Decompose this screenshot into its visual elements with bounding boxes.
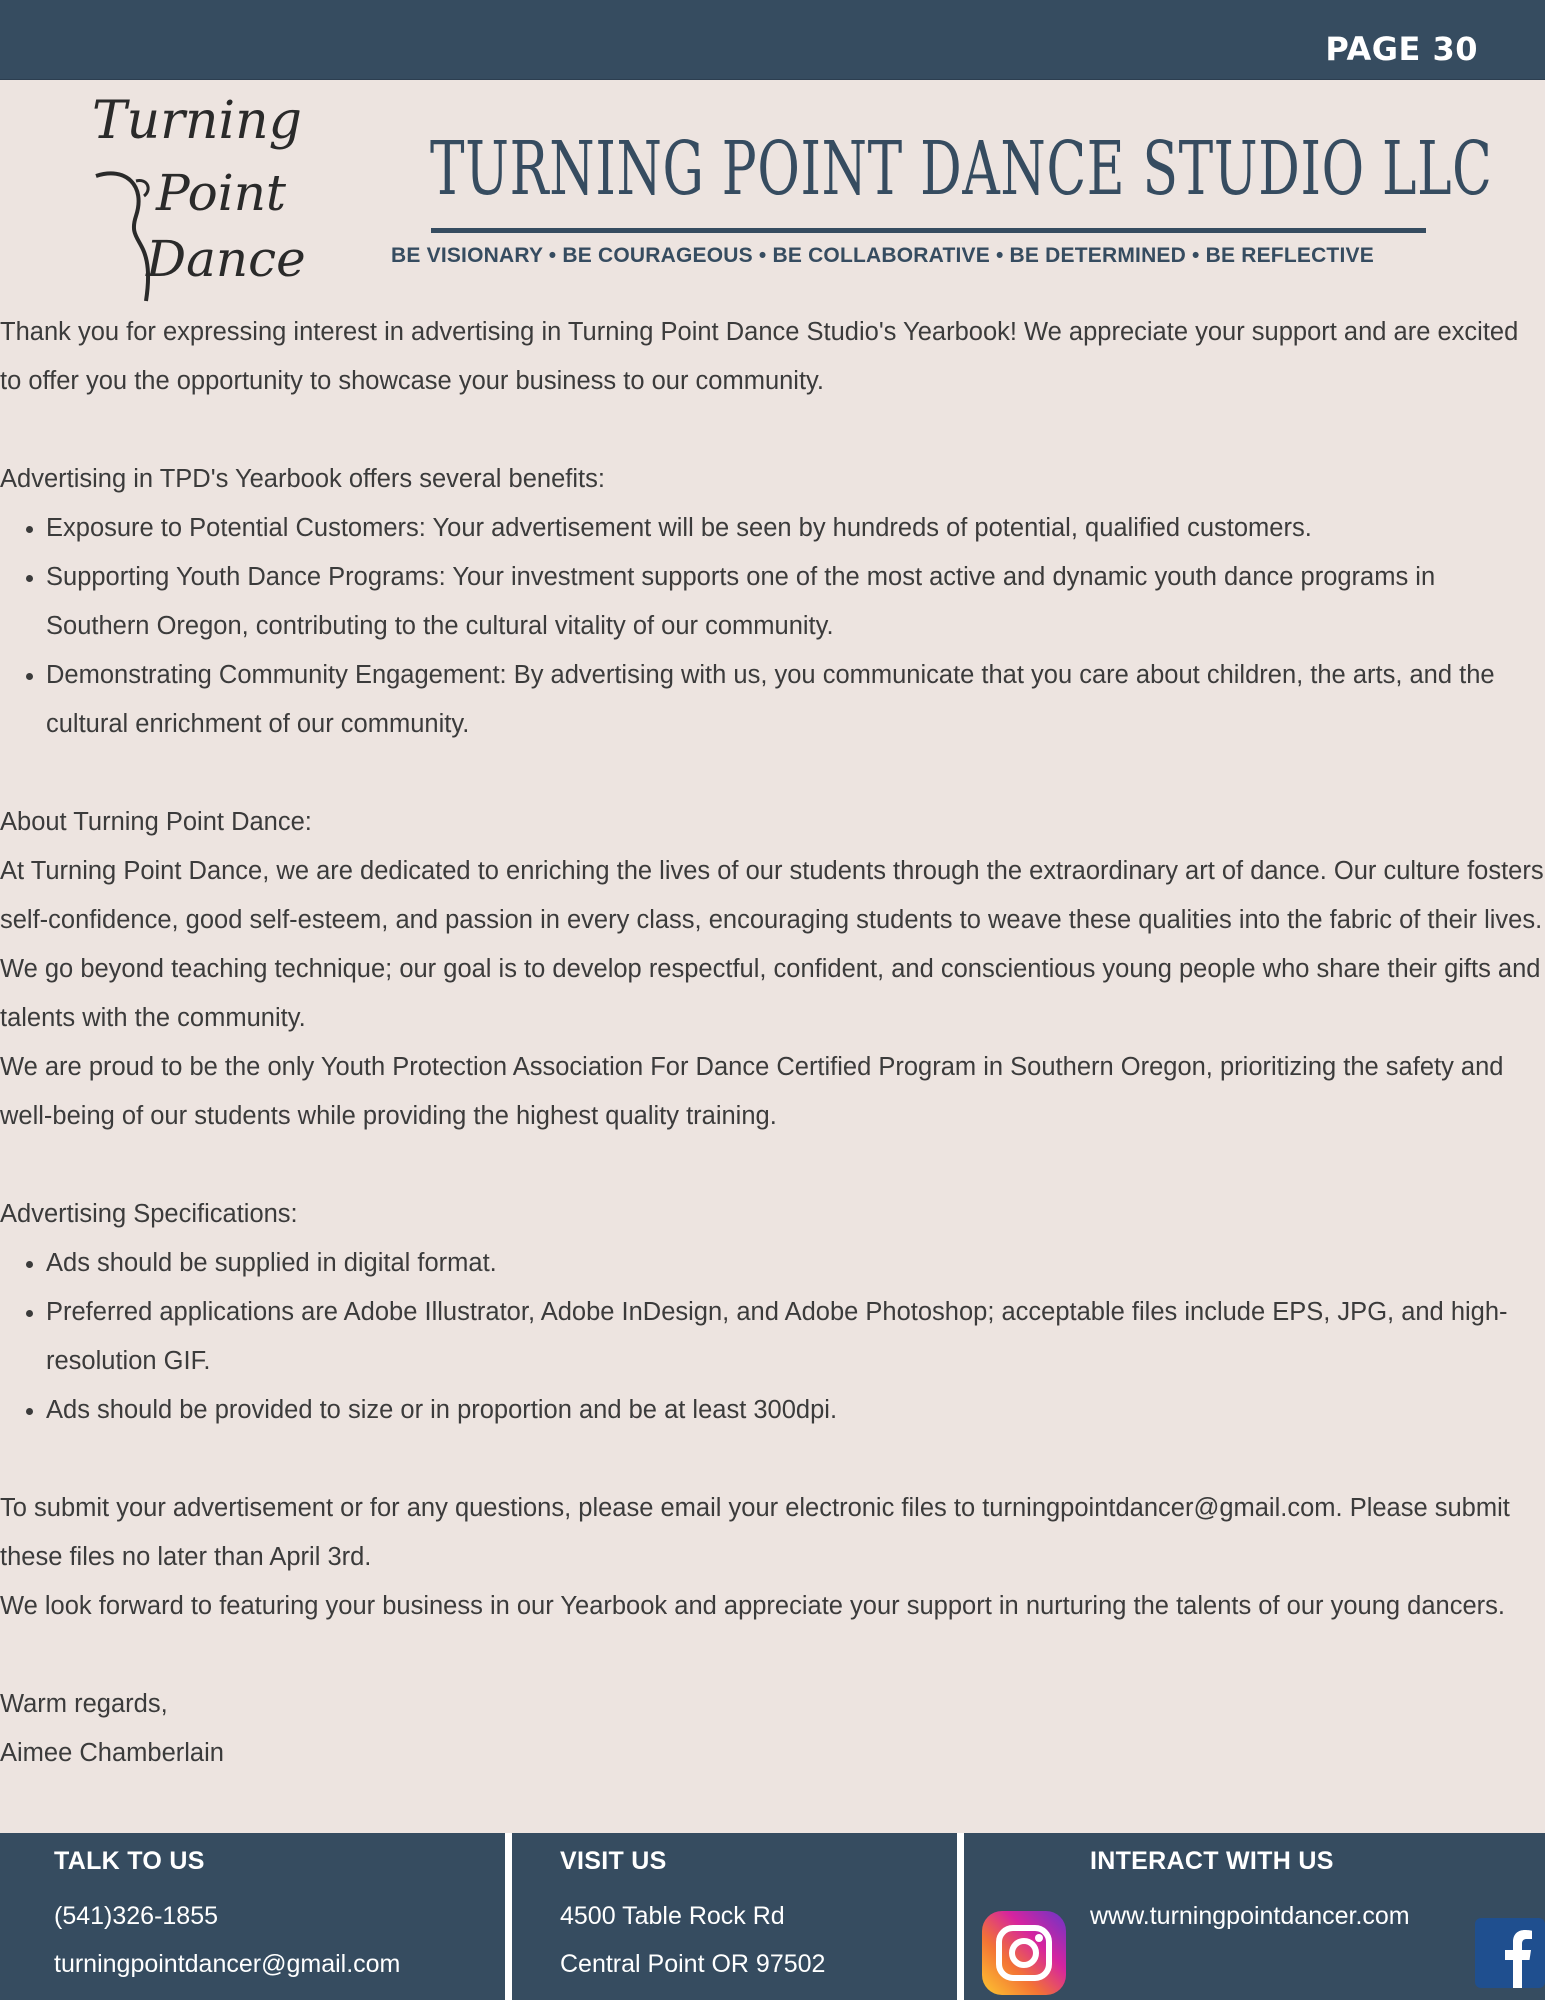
about-paragraph: At Turning Point Dance, we are dedicated to enriching the lives of our students through the extraordinary art of dance. Our culture fosters self-confidence, good self-esteem, and passion in every class, encouraging students to weave these qualities into the fabric of their lives. We go beyond teaching technique; our goal is to develop respectful, confident, and conscientious young people who share their gifts and talents with the community. (0, 857, 1544, 1032)
website-link[interactable]: www.turningpointdancer.com (1090, 1902, 1410, 1930)
studio-title: TURNING POINT DANCE STUDIO LLC (430, 126, 1493, 212)
studio-tagline: BE VISIONARY • BE COURAGEOUS • BE COLLABORATIVE • BE DETERMINED • BE REFLECTIVE (391, 244, 1374, 267)
visit-us-column (512, 1833, 956, 2000)
list-item: • Preferred applications are Adobe Illustrator, Adobe InDesign, and Adobe Photoshop; acceptable files include EPS, JPG, and high-resolution GIF. (46, 1288, 1545, 1386)
instagram-icon[interactable] (982, 1911, 1066, 1995)
interact-heading: INTERACT WITH US (1090, 1847, 1334, 1875)
list-item: • Demonstrating Community Engagement: By advertising with us, you communicate that you care about children, the arts, and the cultural enrichment of our community. (46, 651, 1545, 749)
logo-line-3: Dance (146, 230, 306, 288)
page-number: PAGE 30 (1325, 30, 1478, 68)
footer-divider (505, 1833, 512, 2000)
intro-paragraph: Thank you for expressing interest in advertising in Turning Point Dance Studio's Yearbook! We appreciate your support and are excited to offer you the opportunity to showcase your business to our community. (0, 318, 1519, 395)
list-item: • Ads should be supplied in digital format. (46, 1239, 1545, 1288)
footer-divider (957, 1833, 964, 2000)
facebook-icon[interactable] (1475, 1918, 1545, 1988)
email-link[interactable]: turningpointdancer@gmail.com (54, 1950, 401, 1978)
dancer-logo-icon (86, 86, 326, 306)
benefits-heading: Advertising in TPD's Yearbook offers several benefits: (0, 465, 605, 493)
logo-line-1: Turning (92, 91, 302, 151)
dancer-stroke-icon (96, 173, 148, 301)
talk-heading: TALK TO US (54, 1847, 205, 1875)
talk-to-us-column (0, 1833, 505, 2000)
list-item: • Ads should be provided to size or in proportion and be at least 300dpi. (46, 1386, 1545, 1435)
specs-heading: Advertising Specifications: (0, 1200, 298, 1228)
submit-paragraph: To submit your advertisement or for any questions, please email your electronic files to turningpointdancer@gmail.com. Please submit these files no later than April 3rd. (0, 1494, 1510, 1571)
closing-paragraph: We look forward to featuring your business in our Yearbook and appreciate your support in nurturing the talents of our young dancers. (0, 1592, 1505, 1620)
specs-list (0, 1239, 1545, 1435)
studio-logo (86, 86, 326, 306)
list-item: • Exposure to Potential Customers: Your advertisement will be seen by hundreds of potential, qualified customers. (46, 504, 1545, 553)
visit-heading: VISIT US (560, 1847, 667, 1875)
list-item: • Supporting Youth Dance Programs: Your investment supports one of the most active and dynamic youth dance programs in Southern Oregon, contributing to the cultural vitality of our community. (46, 553, 1545, 651)
contact-footer (0, 1833, 1545, 2000)
street-address: 4500 Table Rock Rd (560, 1902, 785, 1930)
title-underline (431, 228, 1426, 233)
top-banner (0, 0, 1545, 80)
city-address: Central Point OR 97502 (560, 1950, 826, 1978)
about-heading: About Turning Point Dance: (0, 808, 312, 836)
letter-body (0, 308, 1545, 1778)
benefits-list (0, 504, 1545, 749)
logo-line-2: Point (156, 164, 287, 222)
signature: Aimee Chamberlain (0, 1739, 224, 1767)
certification-paragraph: We are proud to be the only Youth Protection Association For Dance Certified Program in Southern Oregon, prioritizing the safety and well-being of our students while providing the highest quality training. (0, 1053, 1504, 1130)
signoff: Warm regards, (0, 1690, 168, 1718)
phone-number[interactable]: (541)326-1855 (54, 1902, 219, 1930)
